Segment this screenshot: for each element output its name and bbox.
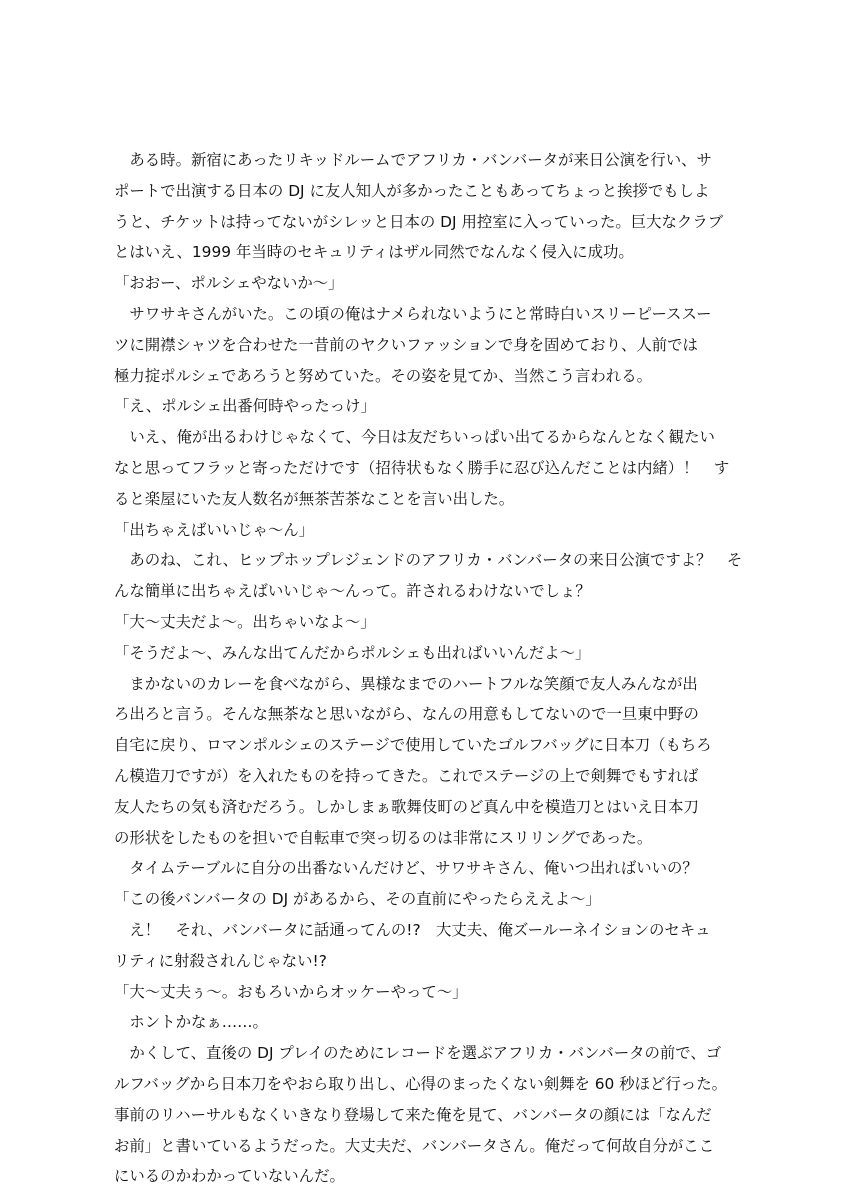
text-line: あのね、これ、ヒップホップレジェンドのアフリカ・バンバータの来日公演ですよ？ そ <box>114 551 743 570</box>
text-line: ツに開襟シャツを合わせた一昔前のヤクいファッションで身を固めており、人前では <box>114 335 698 354</box>
text-line: え！ それ、バンバータに話通ってんの!? 大丈夫、俺ズールーネイションのセキュ <box>114 920 711 939</box>
text-line: 事前のリハーサルもなくいきなり登場して来た俺を見て、バンバータの顔には「なんだ <box>114 1105 712 1124</box>
text-line: んな簡単に出ちゃえばいいじゃ～んって。許されるわけないでしょ？ <box>114 582 591 601</box>
text-line: タイムテーブルに自分の出番ないんだけど、サワサキさん、俺いつ出ればいいの？ <box>114 859 698 878</box>
text-line: かくして、直後の DJ プレイのためにレコードを選ぶアフリカ・バンバータの前で、ゴ <box>114 1044 722 1063</box>
text-line: ルフバッグから日本刀をやおら取り出し、心得のまったくない剣舞を 60 秒ほど行った。 <box>114 1074 727 1093</box>
text-line: リティに射殺されんじゃない!? <box>114 951 327 970</box>
text-line: お前」と書いているようだった。大丈夫だ、バンバータさん。俺だって何故自分がここ <box>114 1136 715 1155</box>
text-line: 極力掟ポルシェであろうと努めていた。その姿を見てか、当然こう言われる。 <box>114 366 652 385</box>
text-line: 「出ちゃえばいいじゃ～ん」 <box>114 520 315 539</box>
text-line: サワサキさんがいた。この頃の俺はナメられないようにと常時白いスリーピーススー <box>114 304 712 323</box>
text-line: 自宅に戻り、ロマンポルシェのステージで使用していたゴルフバッグに日本刀（もちろ <box>114 736 712 755</box>
text-line: 友人たちの気も済むだろう。しかしまぁ歌舞伎町のど真ん中を模造刀とはいえ日本刀 <box>114 797 699 816</box>
text-line: 「この後バンバータの DJ があるから、その直前にやったらええよ～」 <box>114 890 601 909</box>
text-line: ろ出ろと言う。そんな無茶なと思いながら、なんの用意もしてないので一旦東中野の <box>114 705 699 724</box>
text-line: ん模造刀ですが）を入れたものを持ってきた。これでステージの上で剣舞でもすれば <box>114 766 699 785</box>
text-line: いえ、俺が出るわけじゃなくて、今日は友だちいっぱい出てるからなんとなく観たい <box>114 428 715 447</box>
text-line: 「おおー、ポルシェやないか～」 <box>114 274 344 293</box>
text-line: 「え、ポルシェ出番何時やったっけ」 <box>114 397 376 416</box>
text-line: 「大～丈夫ぅ～。おもろいからオッケーやって～」 <box>114 982 468 1001</box>
text-line: にいるのかわかっていないんだ。 <box>114 1167 345 1186</box>
text-line: ると楽屋にいた友人数名が無茶苦茶なことを言い出した。 <box>114 489 515 508</box>
text-line: ある時。新宿にあったリキッドルームでアフリカ・バンバータが来日公演を行い、サ <box>114 151 712 169</box>
text-line: 「そうだよ～、みんな出てんだからポルシェも出ればいいんだよ～」 <box>114 643 591 662</box>
body-text <box>114 145 754 1192</box>
text-line: まかないのカレーを食べながら、異様なまでのハートフルな笑顔で友人みんなが出 <box>114 674 698 693</box>
text-line: ポートで出演する日本の DJ に友人知人が多かったこともあってちょっと挨拶でもしよ <box>114 181 710 200</box>
text-line: 「大～丈夫だよ～。出ちゃいなよ～」 <box>114 612 376 631</box>
text-line: ホントかなぁ……。 <box>114 1013 268 1032</box>
text-line: なと思ってフラッと寄っただけです（招待状もなく勝手に忍び込んだことは内緒）！ す <box>114 458 730 477</box>
text-line: とはいえ、1999 年当時のセキュリティはザル同然でなんなく侵入に成功。 <box>114 243 634 262</box>
text-line: の形状をしたものを担いで自転車で突っ切るのは非常にスリリングであった。 <box>114 828 653 847</box>
text-line: うと、チケットは持ってないがシレッと日本の DJ 用控室に入っていった。巨大なクラブ <box>114 212 724 231</box>
